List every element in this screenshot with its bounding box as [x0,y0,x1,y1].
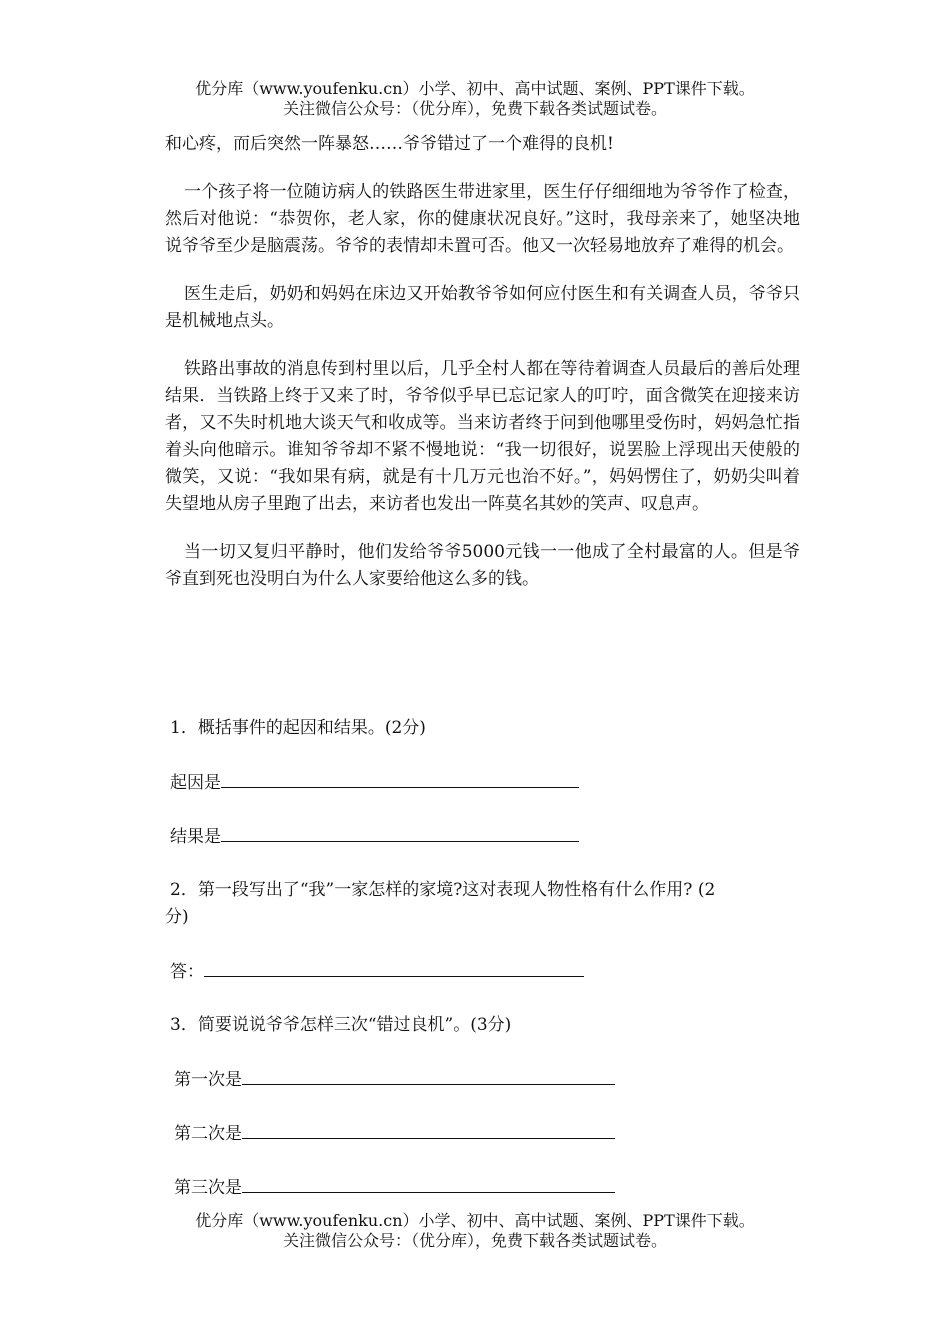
passage-paragraph-1: 一个孩子将一位随访病人的铁路医生带进家里，医生仔仔细细地为爷爷作了检查，然后对他说：“恭贺你，老人家，你的健康状况良好。”这时，我母亲来了，她坚决地说爷爷至少是脑震荡。爷爷的表情却未置可否。他又一次轻易地放弃了难得的机会。 [165,182,800,256]
footer-line-1: 优分库（www.youfenku.cn）小学、初中、高中试题、案例、PPT课件下载。 [195,1211,755,1230]
footer-line-2: 关注微信公众号：（优分库），免费下载各类试题试卷。 [282,1231,667,1250]
page-header [0,79,950,119]
question-3: 3．简要说说爷爷怎样三次“错过良机”。(3分) [170,1015,512,1035]
question-1: 1．概括事件的起因和结果。(2分) [170,718,426,738]
header-line-2: 关注微信公众号：（优分库），免费下载各类试题试卷。 [282,99,667,118]
passage-paragraph-2: 医生走后，奶奶和妈妈在床边又开始教爷爷如何应付医生和有关调查人员，爷爷只是机械地点头。 [165,284,800,331]
passage-paragraph-4: 当一切又复归平静时，他们发给爷爷5000元钱一一他成了全村最富的人。但是爷爷直到死也没明白为什么人家要给他这么多的钱。 [165,542,800,589]
question-2-line-2: 分) [165,907,189,927]
passage-paragraph-0: 和心疼，而后突然一阵暴怒……爷爷错过了一个难得的良机! [165,134,614,154]
q3-third-label: 第三次是 [174,1178,242,1198]
page-footer [0,1211,950,1251]
q1-result-row [170,823,579,850]
q1-cause-answer-line[interactable] [221,769,579,788]
q1-result-label: 结果是 [170,827,221,847]
q3-third-answer-line[interactable] [242,1174,615,1193]
q2-answer-line[interactable] [204,958,584,977]
q3-first-label: 第一次是 [174,1070,242,1090]
q1-cause-row [170,769,579,796]
q1-cause-label: 起因是 [170,773,221,793]
passage [165,131,800,593]
q3-first-answer-line[interactable] [242,1066,615,1085]
q3-second-answer-line[interactable] [242,1120,615,1139]
q2-answer-row [170,958,584,985]
header-line-1: 优分库（www.youfenku.cn）小学、初中、高中试题、案例、PPT课件下载。 [195,79,755,98]
q3-third-row [174,1174,615,1201]
q3-second-label: 第二次是 [174,1124,242,1144]
q2-answer-label: 答： [170,962,204,982]
q1-result-answer-line[interactable] [221,823,579,842]
q3-first-row [174,1066,615,1093]
question-2-line-1: 2．第一段写出了“我”一家怎样的家境?这对表现人物性格有什么作用? (2 [170,880,716,900]
q3-second-row [174,1120,615,1147]
passage-paragraph-3: 铁路出事故的消息传到村里以后，几乎全村人都在等待着调查人员最后的善后处理结果．当铁路上终于又来了时，爷爷似乎早已忘记家人的叮咛，面含微笑在迎接来访者，又不失时机地大谈天气和收成等。当来访者终于问到他哪里受伤时，妈妈急忙指着头向他暗示。谁知爷爷却不紧不慢地说：“我一切很好，说罢脸上浮现出天使般的微笑，又说：“我如果有病，就是有十几万元也治不好。”，妈妈愣住了，奶奶尖叫着失望地从房子里跑了出去，来访者也发出一阵莫名其妙的笑声、叹息声。 [165,359,800,514]
